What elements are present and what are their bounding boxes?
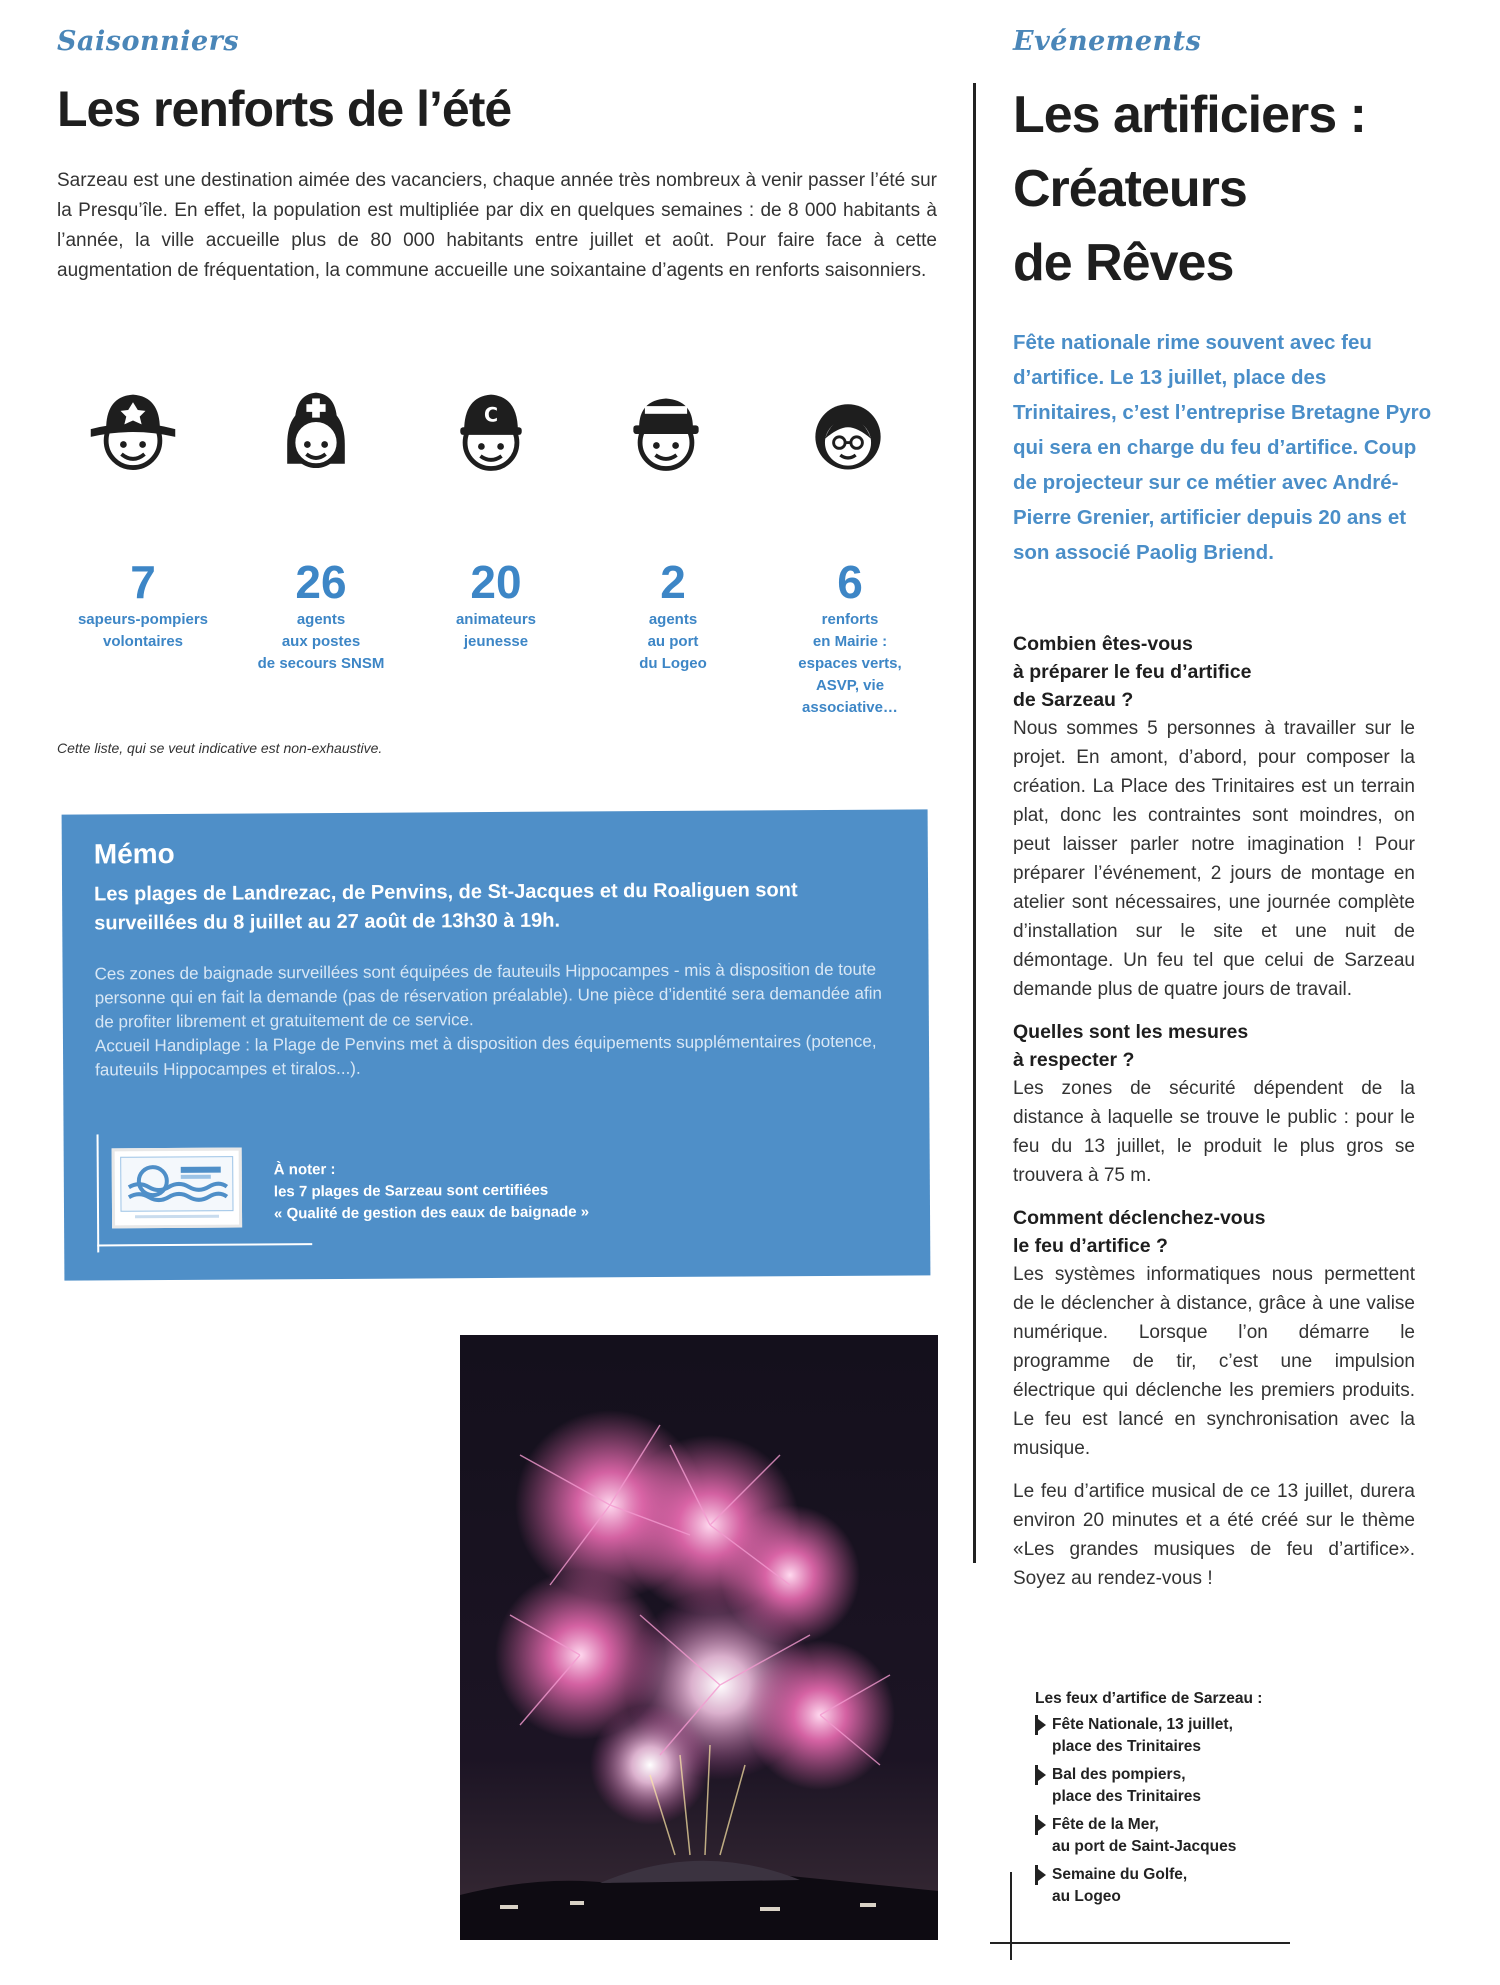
animator-cap-icon (443, 385, 539, 481)
answer: Nous sommes 5 personnes à travailler sur le projet. En amont, d’abord, pour composer la création. La Place des Trinitaires est un terrain plat, donc les contraintes sont moindres, on peut laisser parler notre imagination ! Pour préparer l’événement, 2 jours de montage en atelier sont nécessaires, une journée complète d’installation sur le site et une nuit de démontage. Un feu tel que celui de Sarzeau demande plus de quatre jours de travail. (1013, 718, 1415, 1000)
stat-youth-animators (406, 555, 586, 653)
event-line: Fête Nationale, 13 juillet, (1052, 1716, 1233, 1733)
stat-label: en Mairie : (812, 633, 888, 650)
arrow-bullet-icon (1035, 1715, 1038, 1735)
stat-number: 2 (660, 556, 686, 608)
article-title: Les renforts de l’été (57, 81, 512, 137)
stat-label: aux postes (281, 633, 361, 650)
question (1013, 1204, 1415, 1260)
stat-port-agents (583, 555, 763, 675)
section-kicker: Saisonniers (57, 26, 240, 57)
title-line: Créateurs (1013, 160, 1247, 218)
bathing-water-label-logo (112, 1148, 242, 1229)
event-line: au port de Saint-Jacques (1052, 1838, 1237, 1855)
stat-number: 20 (470, 556, 522, 608)
stat-town-hall-reinforcements (760, 555, 940, 719)
stat-snsm-agents (231, 555, 411, 675)
question-line: Combien êtes-vous (1013, 633, 1193, 655)
stat-number: 26 (295, 556, 347, 608)
memo-box (62, 809, 931, 1280)
stat-label: agents (648, 611, 698, 628)
question-line: Comment déclenchez-vous (1013, 1207, 1266, 1229)
question-line: à préparer le feu d’artifice (1013, 661, 1252, 683)
arrow-bullet-icon (1035, 1865, 1038, 1885)
stat-label: espaces verts, (798, 655, 902, 672)
event-line: place des Trinitaires (1052, 1738, 1202, 1755)
question (1013, 1018, 1415, 1074)
question-line: à respecter ? (1013, 1049, 1135, 1071)
intro-paragraph: Sarzeau est une destination aimée des vacanciers, chaque année très nombreux à venir passer l’été sur la Presqu’île. En effet, la population est multipliée par dix en quelques semaines : de 8 000 habitants à l’année, la ville accueille plus de 80 000 habitants entre juillet et août. Pour faire face à cette augmentation de fréquentation, la commune accueille une soixantaine d’agents en renforts saisonniers. (57, 170, 937, 281)
crop-mark (97, 1243, 312, 1246)
stat-label: de secours SNSM (257, 655, 385, 672)
port-agent-icon (618, 385, 714, 481)
event-line: Bal des pompiers, (1052, 1766, 1186, 1783)
stat-label: agents (296, 611, 346, 628)
list-item (1035, 1864, 1315, 1908)
memo-paragraph: Ces zones de baignade surveillées sont équipées de fauteuils Hippocampes - mis à disposition de toute personne qui en fait la demande (pas de réservation préalable). Une pièce d’identité sera demandée afin de profiter librement et gratuitement de ce service. (94, 959, 882, 1032)
event-line: Fête de la Mer, (1052, 1816, 1159, 1833)
stat-number: 7 (130, 556, 156, 608)
memo-body (94, 958, 895, 1083)
stat-label: volontaires (102, 633, 184, 650)
memo-title: Mémo (93, 837, 175, 870)
column-divider (973, 83, 976, 1563)
question-line: de Sarzeau ? (1013, 689, 1134, 711)
event-line: Semaine du Golfe, (1052, 1866, 1188, 1883)
section-kicker: Evénements (1013, 26, 1202, 57)
list-item (1035, 1714, 1315, 1758)
stat-firefighters (53, 555, 233, 653)
stat-label: animateurs (455, 611, 537, 628)
stat-label: renforts (821, 611, 879, 628)
stat-label: du Logeo (639, 655, 707, 672)
event-line: place des Trinitaires (1052, 1788, 1202, 1805)
stat-label: sapeurs-pompiers (77, 611, 209, 628)
memo-note (274, 1156, 774, 1225)
arrow-bullet-icon (1035, 1765, 1038, 1785)
fireworks-events-list (1035, 1690, 1315, 1914)
stat-label: ASVP, vie (815, 677, 885, 694)
crop-mark (990, 1942, 1290, 1944)
crop-mark (1010, 1872, 1012, 1960)
list-item (1035, 1764, 1315, 1808)
memo-lead: Les plages de Landrezac, de Penvins, de St-Jacques et du Roaliguen sont surveillées du 8 juillet au 27 août de 13h30 à 19h. (94, 879, 798, 935)
stat-label: jeunesse (463, 633, 529, 650)
event-line: au Logeo (1052, 1888, 1121, 1905)
svg-text:C: C (483, 403, 499, 427)
interview (1013, 630, 1415, 1593)
article-lead: Fête nationale rime souvent avec feu d’artifice. Le 13 juillet, place des Trinitaires, c’est l’entreprise Bretagne Pyro qui sera en charge du feu d’artifice. Coup de projecteur sur ce métier avec André-Pierre Grenier, artificier depuis 20 ans et son associé Paolig Briend. (1013, 331, 1432, 564)
question-line: le feu d’artifice ? (1013, 1235, 1168, 1257)
stat-number: 6 (837, 556, 863, 608)
stat-label: au port (647, 633, 699, 650)
list-item (1035, 1814, 1315, 1858)
crop-mark (97, 1134, 100, 1252)
events-title: Les feux d’artifice de Sarzeau : (1035, 1690, 1263, 1707)
title-line: de Rêves (1013, 234, 1234, 292)
article-title (1013, 78, 1433, 300)
town-hall-agent-icon (800, 385, 896, 481)
answer: Les systèmes informatiques nous permettent de le déclencher à distance, grâce à une valise numérique. Lorsque l’on démarre le programme de tir, c’est une impulsion électrique qui déclenche les premiers produits. Le feu est lancé en synchronisation avec la musique. (1013, 1264, 1415, 1459)
memo-note-title: À noter : (273, 1160, 336, 1179)
closing-paragraph: Le feu d’artifice musical de ce 13 juillet, durera environ 20 minutes et a été créé sur le thème «Les grandes musiques de feu d’artifice». Soyez au rendez-vous ! (1013, 1481, 1415, 1589)
firefighter-icon (85, 385, 181, 481)
fireworks-photo (460, 1335, 938, 1940)
nurse-icon (268, 385, 364, 481)
question (1013, 630, 1415, 714)
memo-note-line: les 7 plages de Sarzeau sont certifiées (273, 1181, 549, 1201)
answer: Les zones de sécurité dépendent de la distance à laquelle se trouve le public : pour le feu du 13 juillet, le produit le plus gros se trouvera à 75 m. (1013, 1078, 1415, 1186)
list-disclaimer: Cette liste, qui se veut indicative est non-exhaustive. (57, 740, 383, 756)
memo-paragraph: Accueil Handiplage : la Plage de Penvins met à disposition des équipements supplémentaires (potence, fauteuils Hippocampes et tiralos...). (94, 1031, 877, 1080)
memo-note-line: « Qualité de gestion des eaux de baignade » (273, 1203, 590, 1223)
question-line: Quelles sont les mesures (1013, 1021, 1249, 1043)
arrow-bullet-icon (1035, 1815, 1038, 1835)
stat-label: associative… (802, 699, 898, 716)
title-line: Les artificiers : (1013, 86, 1366, 144)
